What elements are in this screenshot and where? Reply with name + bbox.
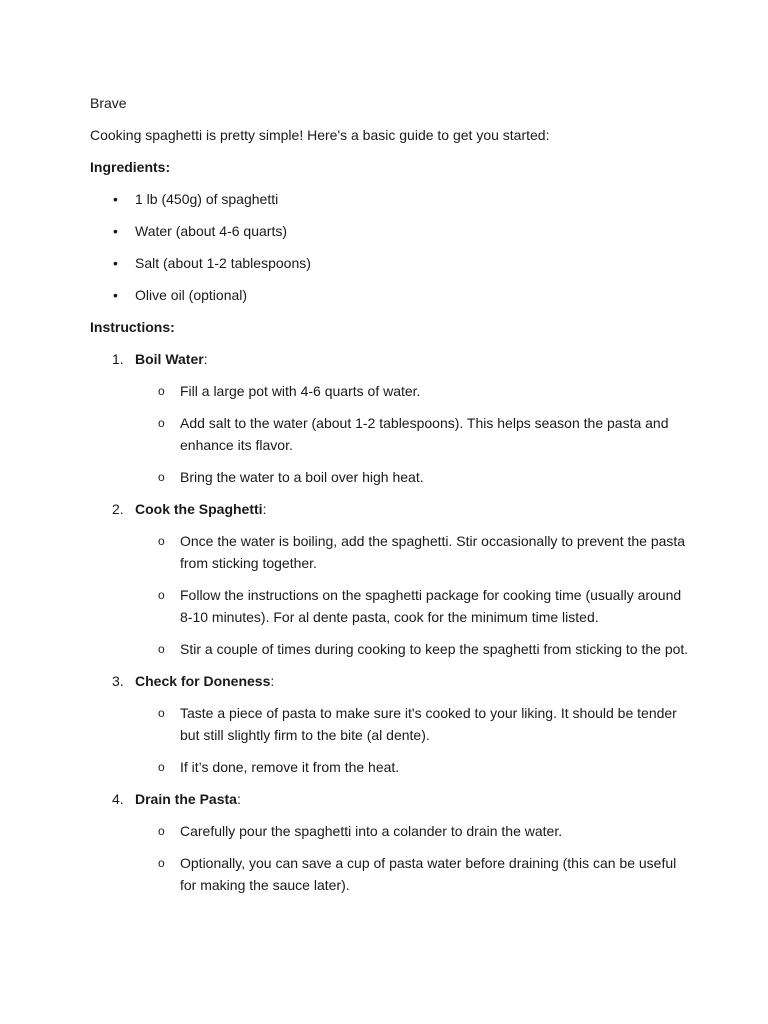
circle-bullet-icon: o	[158, 534, 165, 548]
sub-list	[135, 820, 690, 896]
step-title-line	[135, 498, 690, 520]
sub-item-text: Fill a large pot with 4-6 quarts of water.	[180, 383, 421, 399]
bullet-icon: •	[113, 191, 118, 207]
sub-item-text: Bring the water to a boil over high heat.	[180, 469, 424, 485]
ingredients-list	[90, 188, 690, 306]
step-title-suffix: :	[203, 351, 208, 367]
step-title-line	[135, 348, 690, 370]
sub-item-text: If it’s done, remove it from the heat.	[180, 759, 400, 775]
sub-list	[135, 380, 690, 488]
step-title-suffix: :	[262, 501, 267, 517]
ingredient-text: Water (about 4-6 quarts)	[135, 223, 287, 239]
sub-item-text: Carefully pour the spaghetti into a colander to drain the water.	[180, 823, 563, 839]
step-item	[90, 348, 690, 488]
bullet-icon: •	[113, 287, 118, 303]
brand-name: Brave	[90, 95, 127, 111]
circle-bullet-icon: o	[158, 416, 165, 430]
sub-item-text: Follow the instructions on the spaghetti package for cooking time (usually around 8-10 minutes). For al dente pasta, cook for the minimum time listed.	[180, 587, 682, 625]
sub-item-text: Once the water is boiling, add the spaghetti. Stir occasionally to prevent the pasta from sticking together.	[180, 533, 686, 571]
step-title-suffix: :	[236, 791, 241, 807]
step-item	[90, 498, 690, 660]
step-item	[90, 670, 690, 778]
sub-item-text: Add salt to the water (about 1-2 tablespoons). This helps season the pasta and enhance its flavor.	[180, 415, 669, 453]
instructions-heading: Instructions:	[90, 319, 175, 335]
step-title: Boil Water	[135, 351, 204, 367]
step-number: 3.	[112, 673, 124, 689]
sub-item-text: Stir a couple of times during cooking to keep the spaghetti from sticking to the pot.	[180, 641, 689, 657]
sub-list	[135, 530, 690, 660]
circle-bullet-icon: o	[158, 642, 165, 656]
list-item	[90, 252, 690, 274]
sub-list-item	[135, 638, 690, 660]
ingredient-text: Olive oil (optional)	[135, 287, 248, 303]
ingredient-text: Salt (about 1-2 tablespoons)	[135, 255, 311, 271]
sub-list-item	[135, 412, 690, 456]
step-number: 1.	[112, 351, 124, 367]
step-number: 4.	[112, 791, 124, 807]
sub-list-item	[135, 530, 690, 574]
sub-list	[135, 702, 690, 778]
circle-bullet-icon: o	[158, 856, 165, 870]
circle-bullet-icon: o	[158, 706, 165, 720]
list-item	[90, 220, 690, 242]
sub-list-item	[135, 702, 690, 746]
ingredient-text: 1 lb (450g) of spaghetti	[135, 191, 279, 207]
sub-item-text: Optionally, you can save a cup of pasta water before draining (this can be useful for making the sauce later).	[180, 855, 677, 893]
step-title: Cook the Spaghetti	[135, 501, 263, 517]
step-number: 2.	[112, 501, 124, 517]
sub-list-item	[135, 380, 690, 402]
circle-bullet-icon: o	[158, 760, 165, 774]
ingredients-heading: Ingredients:	[90, 159, 171, 175]
step-title-line	[135, 670, 690, 692]
sub-list-item	[135, 820, 690, 842]
document-page	[90, 92, 690, 906]
intro-text: Cooking spaghetti is pretty simple! Here's a basic guide to get you started:	[90, 127, 550, 143]
list-item	[90, 284, 690, 306]
sub-list-item	[135, 852, 690, 896]
step-title: Drain the Pasta	[135, 791, 237, 807]
step-title: Check for Doneness	[135, 673, 271, 689]
list-item	[90, 188, 690, 210]
sub-item-text: Taste a piece of pasta to make sure it's cooked to your liking. It should be tender but still slightly firm to the bite (al dente).	[180, 705, 677, 743]
sub-list-item	[135, 756, 690, 778]
instructions-list	[90, 348, 690, 896]
bullet-icon: •	[113, 223, 118, 239]
step-title-suffix: :	[270, 673, 275, 689]
sub-list-item	[135, 466, 690, 488]
circle-bullet-icon: o	[158, 588, 165, 602]
circle-bullet-icon: o	[158, 824, 165, 838]
sub-list-item	[135, 584, 690, 628]
step-title-line	[135, 788, 690, 810]
step-item	[90, 788, 690, 896]
circle-bullet-icon: o	[158, 470, 165, 484]
circle-bullet-icon: o	[158, 384, 165, 398]
bullet-icon: •	[113, 255, 118, 271]
